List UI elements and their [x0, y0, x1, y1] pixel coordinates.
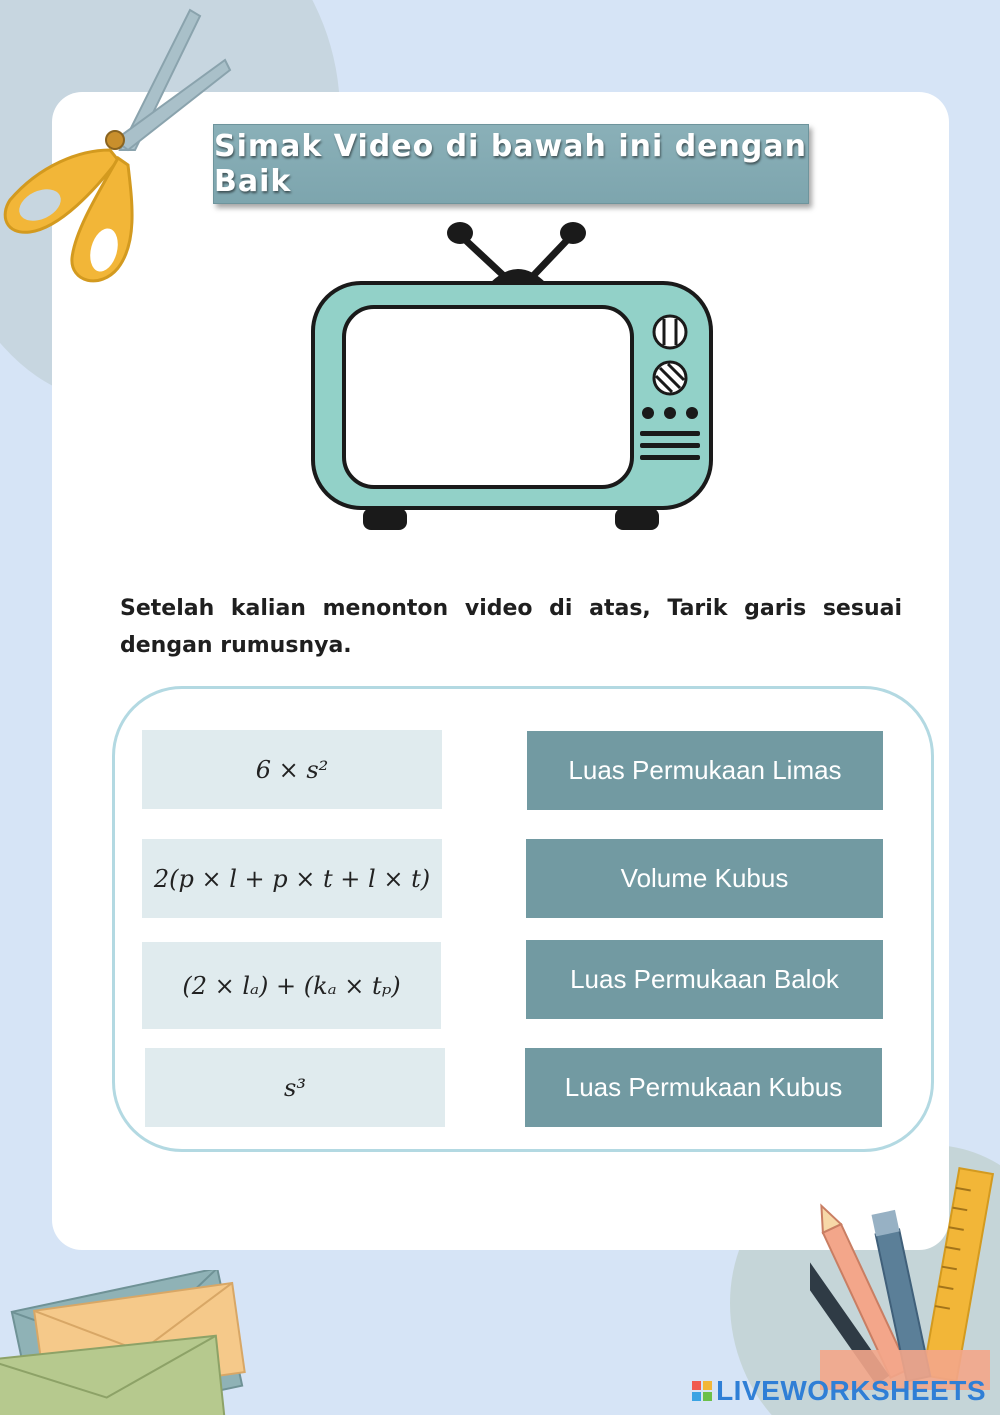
concept-label: Luas Permukaan Kubus	[564, 1072, 843, 1102]
concept-card[interactable]	[526, 940, 883, 1019]
formula-card[interactable]	[145, 1048, 445, 1127]
formula-card[interactable]	[142, 730, 442, 809]
concept-label: Luas Permukaan Limas	[568, 755, 842, 785]
concept-card[interactable]	[525, 1048, 882, 1127]
formula-text: 2(p × l + p × t + l × t)	[153, 864, 431, 893]
instruction-text: Setelah kalian menonton video di atas, Tarik garis sesuai dengan rumusnya.	[120, 596, 902, 658]
scissors-icon	[0, 0, 240, 300]
pencils-ruler-icon	[810, 1160, 1000, 1390]
formula-text: (2 × lₐ) + (kₐ × tₚ)	[182, 971, 401, 1000]
formula-text: s³	[284, 1073, 306, 1102]
page-title: Simak Video di bawah ini dengan Baik	[214, 129, 807, 199]
concept-label: Volume Kubus	[620, 863, 789, 893]
formula-text: 6 × s²	[255, 755, 329, 784]
logo-mark	[692, 1381, 712, 1401]
concept-label: Luas Permukaan Balok	[570, 964, 839, 994]
envelope-icon	[0, 1270, 260, 1415]
title-banner	[213, 124, 809, 204]
liveworksheets-logo	[692, 1375, 986, 1407]
formula-card[interactable]	[142, 942, 441, 1029]
concept-card[interactable]	[526, 839, 883, 918]
tv-icon[interactable]	[300, 215, 720, 535]
concept-card[interactable]	[527, 731, 883, 810]
logo-text: LIVEWORKSHEETS	[716, 1375, 986, 1406]
formula-card[interactable]	[142, 839, 442, 918]
